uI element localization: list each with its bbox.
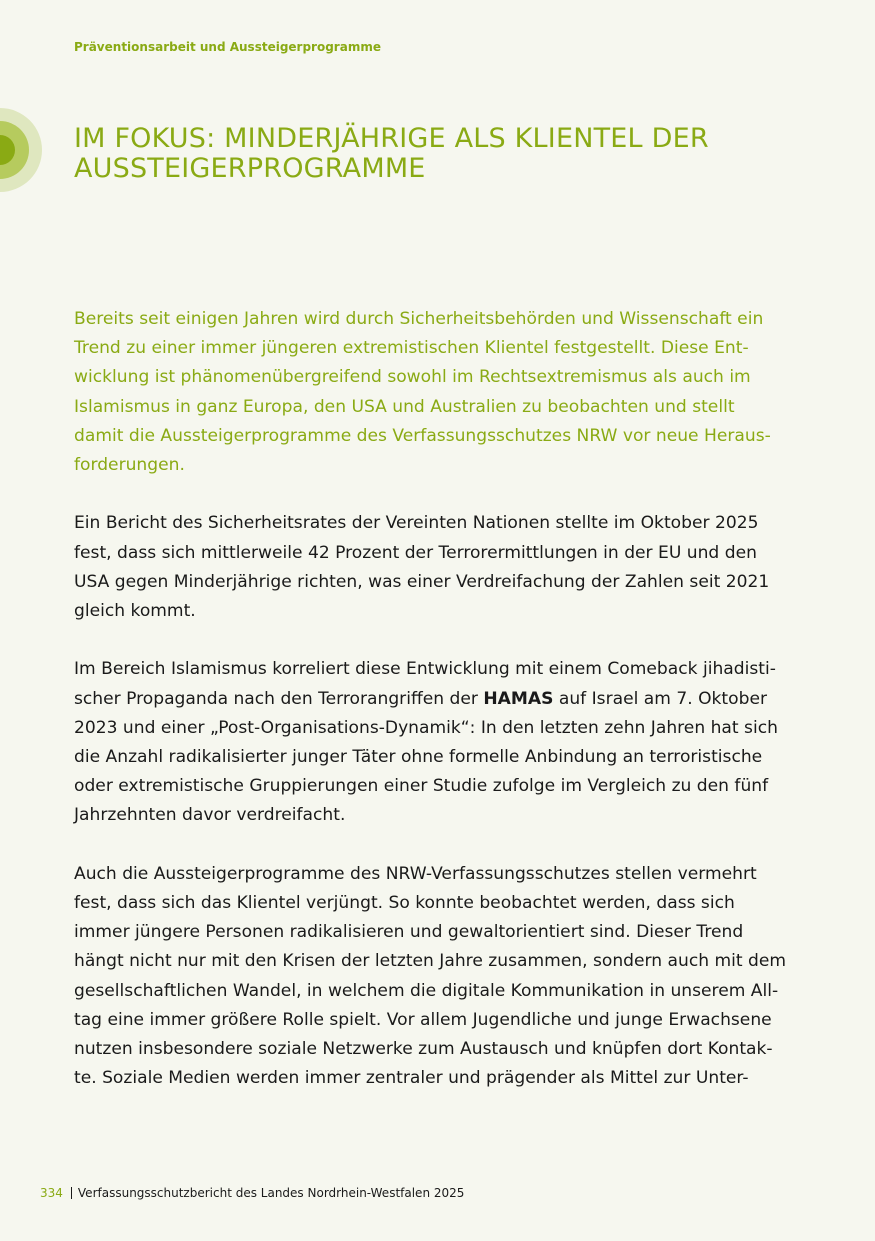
page-title bbox=[74, 124, 814, 184]
text-line: fest, dass sich das Klientel verjüngt. So konnte beobachtet werden, dass sich bbox=[74, 893, 735, 914]
text-line: oder extremistische Gruppierungen einer Studie zufolge im Vergleich zu den fünf bbox=[74, 776, 769, 797]
text-line: forderungen. bbox=[74, 455, 185, 476]
text-line: Jahrzehnten davor verdreifacht. bbox=[74, 805, 346, 826]
text-line: immer jüngere Personen radikalisieren und gewaltorientiert sind. Dieser Trend bbox=[74, 922, 744, 943]
paragraph-islamism bbox=[74, 655, 814, 830]
hamas-bold-term: HAMAS bbox=[483, 688, 554, 709]
publication-title: Verfassungsschutzbericht des Landes Nordrhein-Westfalen 2025 bbox=[77, 1186, 465, 1200]
text-line: gleich kommt. bbox=[74, 601, 196, 622]
text-fragment: auf Israel am 7. Oktober bbox=[553, 688, 767, 709]
text-line: fest, dass sich mittlerweile 42 Prozent der Terrorermittlungen in der EU und den bbox=[74, 542, 757, 563]
page-title-line-2: AUSSTEIGERPROGRAMME bbox=[74, 153, 426, 184]
text-line: te. Soziale Medien werden immer zentraler und prägender als Mittel zur Unter- bbox=[74, 1068, 749, 1089]
text-fragment: scher Propaganda nach den Terrorangriffen der bbox=[74, 688, 484, 709]
text-line: die Anzahl radikalisierter junger Täter ohne formelle Anbindung an terroristische bbox=[74, 747, 763, 768]
text-line bbox=[74, 685, 814, 714]
page-number: 334 bbox=[40, 1186, 63, 1200]
text-line: Trend zu einer immer jüngeren extremistischen Klientel festgestellt. Diese Ent- bbox=[74, 338, 749, 359]
text-line: Auch die Aussteigerprogramme des NRW-Verfassungsschutzes stellen vermehrt bbox=[74, 863, 757, 884]
text-line: wicklung ist phänomenübergreifend sowohl im Rechtsextremismus als auch im bbox=[74, 367, 751, 388]
article-body bbox=[74, 305, 814, 1123]
running-head: Präventionsarbeit und Aussteigerprogramme bbox=[74, 40, 381, 54]
text-line: Ein Bericht des Sicherheitsrates der Vereinten Nationen stellte im Oktober 2025 bbox=[74, 513, 759, 534]
paragraph-un-report bbox=[74, 509, 814, 626]
text-line: Bereits seit einigen Jahren wird durch Sicherheitsbehörden und Wissenschaft ein bbox=[74, 309, 764, 329]
text-line: hängt nicht nur mit den Krisen der letzten Jahre zusammen, sondern auch mit dem bbox=[74, 951, 787, 972]
page-footer bbox=[40, 1186, 464, 1200]
lead-paragraph bbox=[74, 305, 814, 480]
text-line: damit die Aussteigerprogramme des Verfassungsschutzes NRW vor neue Heraus- bbox=[74, 425, 771, 446]
decorative-circles bbox=[0, 108, 42, 192]
footer-divider bbox=[71, 1187, 72, 1199]
text-line: Im Bereich Islamismus korreliert diese Entwicklung mit einem Comeback jihadisti- bbox=[74, 659, 776, 680]
text-line: Islamismus in ganz Europa, den USA und Australien zu beobachten und stellt bbox=[74, 396, 735, 417]
text-line: USA gegen Minderjährige richten, was einer Verdreifachung der Zahlen seit 2021 bbox=[74, 571, 770, 592]
page-title-line-1: IM FOKUS: MINDERJÄHRIGE ALS KLIENTEL DER bbox=[74, 123, 709, 154]
text-line: tag eine immer größere Rolle spielt. Vor allem Jugendliche und junge Erwachsene bbox=[74, 1009, 772, 1030]
text-line: nutzen insbesondere soziale Netzwerke zum Austausch und knüpfen dort Kontak- bbox=[74, 1039, 773, 1060]
text-line: 2023 und einer „Post-Organisations-Dynamik“: In den letzten zehn Jahren hat sich bbox=[74, 717, 778, 738]
text-line: gesellschaftlichen Wandel, in welchem die digitale Kommunikation in unserem All- bbox=[74, 980, 779, 1001]
paragraph-exit-programs bbox=[74, 860, 814, 1094]
